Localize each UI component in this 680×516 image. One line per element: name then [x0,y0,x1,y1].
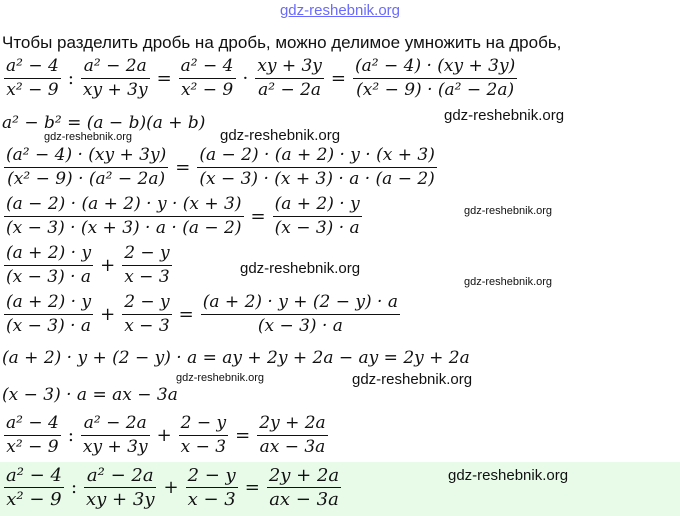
denominator: (x − 3) · (x + 3) · a · (a − 2) [6,218,242,239]
operator: = [156,68,172,90]
formula-text: (a + 2) · y + (2 − y) · a = ay + 2y + 2a − ay = 2y + 2a [2,348,470,368]
watermark-text: gdz-reshebnik.org [352,371,473,388]
numerator: (a² − 4) · (xy + 3y) [6,145,167,165]
fraction [197,145,437,190]
denominator: (x − 3) · a [274,218,360,239]
fraction [353,56,517,101]
answer-line [2,465,343,510]
equation-line-5 [2,243,174,288]
watermark-text: gdz-reshebnik.org [220,127,341,144]
numerator: 2y + 2a [259,413,326,433]
denominator: (x − 3) · a [6,267,92,288]
numerator: a² − 4 [6,56,59,76]
denominator: x² − 9 [6,489,62,511]
denominator: ax − 3a [269,489,339,511]
watermark-text: gdz-reshebnik.org [464,276,553,288]
operator: : [67,425,74,447]
numerator: 2 − y [124,243,170,263]
numerator: 2y + 2a [268,465,340,486]
numerator: a² − 4 [6,413,59,433]
formula-text: (x − 3) · a = ax − 3a [2,385,178,405]
fraction [273,194,362,239]
equation-line-6 [2,292,402,337]
fraction [4,145,168,190]
denominator: x − 3 [180,437,227,458]
fraction [257,413,327,458]
operator: = [235,425,251,447]
numerator: (a + 2) · y [6,243,92,263]
fraction [4,243,93,288]
denominator: ax − 3a [259,437,326,458]
numerator: a² − 2a [83,413,147,433]
denominator: (x² − 9) · (a² − 2a) [356,80,515,101]
operator: + [156,425,172,447]
denominator: xy + 3y [82,437,148,458]
fraction [267,465,341,510]
denominator: x − 3 [187,489,236,511]
operator: = [244,477,260,499]
equation-line-8 [2,383,178,407]
operator: + [100,255,116,277]
denominator: x − 3 [124,316,170,337]
operator: = [175,157,191,179]
denominator: (x − 3) · a [6,316,92,337]
fraction [4,465,64,510]
watermark-text: gdz-reshebnik.org [448,467,569,484]
operator: = [178,304,194,326]
fraction [4,194,244,239]
denominator: xy + 3y [86,489,155,511]
watermark-text: gdz-reshebnik.org [44,131,133,143]
fraction [255,56,324,101]
watermark-text: gdz-reshebnik.org [464,205,553,217]
operator: : [67,68,74,90]
watermark-link[interactable]: gdz-reshebnik.org [279,2,401,19]
watermark-text: gdz-reshebnik.org [176,372,265,384]
numerator: a² − 4 [180,56,234,76]
fraction [84,465,156,510]
denominator: x² − 9 [180,80,234,101]
fraction [4,56,61,101]
operator: = [250,206,266,228]
equation-line-3 [2,145,439,190]
fraction [179,56,236,101]
fraction [4,413,61,458]
numerator: (a + 2) · y [274,194,360,214]
denominator: (x − 3) · a [257,316,343,337]
operator: · [242,68,249,90]
numerator: 2 − y [180,413,227,433]
numerator: a² − 2a [86,465,154,486]
fraction [81,413,150,458]
intro-text: Чтобы разделить дробь на дробь, можно делимое умножить на дробь, [2,33,562,52]
denominator: xy + 3y [82,80,148,101]
operator: + [163,477,179,499]
numerator: (a − 2) · (a + 2) · y · (x + 3) [199,145,435,165]
numerator: a² − 4 [6,465,62,486]
numerator: 2 − y [124,292,170,312]
fraction [122,292,171,337]
numerator: a² − 2a [83,56,147,76]
fraction [179,413,228,458]
operator: : [70,477,78,499]
watermark-text: gdz-reshebnik.org [444,107,565,124]
denominator: (x − 3) · (x + 3) · a · (a − 2) [199,169,435,190]
denominator: x² − 9 [6,80,59,101]
fraction [186,465,238,510]
equation-line-7 [2,346,470,370]
numerator: (a − 2) · (a + 2) · y · (x + 3) [6,194,242,214]
equation-line-9 [2,413,330,458]
denominator: (x² − 9) · (a² − 2a) [7,169,166,190]
numerator: (a² − 4) · (xy + 3y) [355,56,516,76]
numerator: 2 − y [187,465,236,486]
fraction [122,243,171,288]
watermark-text: gdz-reshebnik.org [240,260,361,277]
numerator: xy + 3y [257,56,322,76]
equation-line-1 [2,56,519,101]
numerator: (a + 2) · y [6,292,92,312]
fraction [81,56,150,101]
numerator: (a + 2) · y + (2 − y) · a [202,292,398,312]
fraction [201,292,400,337]
operator: + [100,304,116,326]
denominator: a² − 2a [258,80,322,101]
operator: = [330,68,346,90]
denominator: x − 3 [124,267,170,288]
fraction [4,292,93,337]
formula-text: a² − b² = (a − b)(a + b) [2,113,206,133]
denominator: x² − 9 [6,437,59,458]
equation-line-4 [2,194,364,239]
